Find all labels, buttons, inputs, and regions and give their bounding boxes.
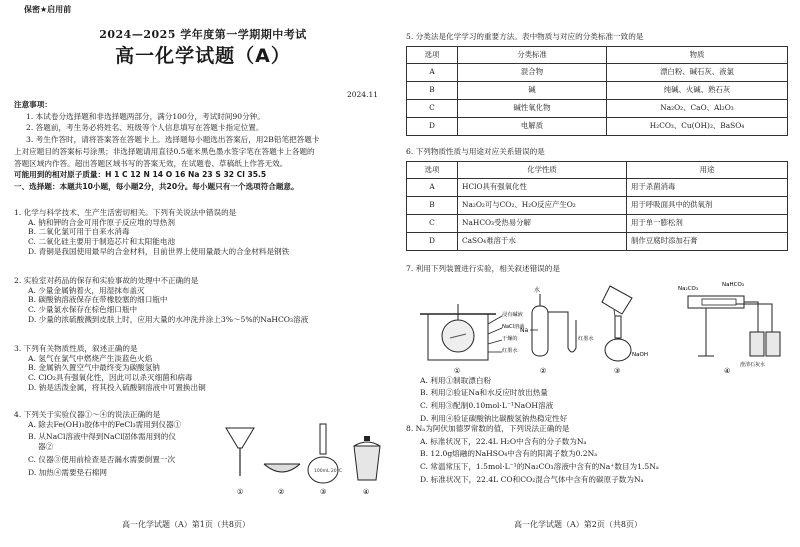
- paper-title: 高一化学试题（A）: [115, 45, 291, 67]
- question-stem: 2. 实验室对药品的保存和实验事故的处理中不正确的是: [14, 276, 199, 285]
- note-line: 上对应题目的答案标号涂黑；非选择题请用直径0.5毫米黑色墨水签字笔在答题卡上各题的: [14, 146, 315, 156]
- question-stem: 5. 分类法是化学学习的重要方法。表中物质与对应的分类标准一致的是: [406, 32, 644, 41]
- property-use-table: [406, 161, 788, 251]
- table-row: [407, 81, 788, 99]
- table-row: [407, 232, 788, 250]
- table-cell: D: [407, 232, 458, 250]
- table-row: [407, 178, 788, 196]
- table-cell: C: [407, 99, 458, 117]
- option-a: A. 少量金属钠着火，用湿抹布盖灭: [28, 285, 145, 295]
- apparatus-2: [520, 286, 594, 375]
- option-d: D. 钠是活泼金属，将其投入硫酸铜溶液中可置换出铜: [28, 382, 206, 392]
- question-stem: 4. 下列关于实验仪器①～④的说法正确的是: [14, 410, 161, 419]
- volumetric-flask-icon: [308, 424, 342, 483]
- option-c: C. 二氧化硅主要用于制造芯片和太阳能电池: [28, 237, 176, 247]
- exam-title: 2024—2025 学年度第一学期期中考试: [99, 28, 307, 41]
- apparatus-figure: [406, 276, 788, 376]
- table-row: [407, 117, 788, 135]
- label-red-ink: 红墨水: [578, 335, 594, 342]
- option-a: A. 标准状况下，22.4L H₂O中含有的分子数为Nₐ: [420, 436, 587, 446]
- label-ink: 红墨水: [502, 347, 518, 354]
- option-a: A. 除去Fe(OH)₃胶体中的FeCl₃需用到仪器①: [28, 419, 182, 429]
- table-cell: 漂白粉、碱石灰、液氯: [607, 63, 788, 81]
- label-naoh: NaOH: [632, 351, 648, 358]
- table-cell: D: [407, 117, 458, 135]
- label-4: ④: [363, 488, 370, 496]
- table-cell: 混合物: [458, 63, 607, 81]
- table-cell: NaHCO₃受热易分解: [458, 214, 627, 232]
- table-header-row: [407, 46, 788, 63]
- question-3: [14, 344, 392, 393]
- table-cell: Na₂O₂可与CO₂、H₂O反应产生O₂: [458, 196, 627, 214]
- exam-date: 2024.11: [346, 90, 378, 99]
- option-c: C. ClO₂具有强氧化性，因此可以杀灭细菌和病毒: [28, 373, 193, 383]
- notes-section: [14, 100, 392, 192]
- apparatus-4: [678, 282, 780, 375]
- note-line: 1. 本试卷分选择题和非选择题两部分，满分100分，考试时间90分钟。: [26, 111, 265, 121]
- label-3: ③: [320, 488, 327, 496]
- table-cell: 用于单一膨松剂: [627, 214, 788, 232]
- question-stem: 7. 利用下列装置进行实验，相关叙述错误的是: [406, 264, 560, 273]
- question-7: [406, 264, 788, 424]
- notes-heading: 注意事项：: [14, 100, 52, 109]
- table-row: [407, 196, 788, 214]
- instrument-figure: [220, 420, 392, 500]
- table-row: [407, 63, 788, 81]
- label-water: 水: [534, 286, 541, 294]
- table-header-row: [407, 161, 788, 178]
- table-cell: HClO具有强氧化性: [458, 178, 627, 196]
- option-d: D. 青铜是我国使用最早的合金材料，目前世界上使用量最大的合金材料是钢铁: [28, 246, 290, 256]
- note-line: 3. 考生作答时，请将答案答在答题卡上。选择题每小题选出答案后，用2B铅笔把答题卡: [26, 135, 320, 145]
- right-footer: 高一化学试题（A）第2页（共8页）: [514, 520, 642, 529]
- table-cell: 电解质: [458, 117, 607, 135]
- apparatus-3: [602, 286, 648, 375]
- table-cell: 用于杀菌消毒: [627, 178, 788, 196]
- question-6: [406, 147, 788, 251]
- label-3: ③: [614, 366, 621, 375]
- funnel-icon: [226, 428, 254, 476]
- table-cell: A: [407, 178, 458, 196]
- label-1: ①: [237, 488, 244, 496]
- table-cell: 纯碱、火碱、熟石灰: [607, 81, 788, 99]
- question-stem: 8. Nₐ为阿伏加德罗常数的值，下列说法正确的是: [406, 424, 570, 433]
- table-cell: B: [407, 81, 458, 99]
- question-stem: 6. 下列物质性质与用途对应关系错误的是: [406, 147, 545, 156]
- classification-table: [406, 46, 788, 136]
- flask-label: 100mL 20°C: [314, 469, 343, 474]
- table-header-cell: 选项: [407, 161, 458, 178]
- apparatus-1: [420, 304, 525, 375]
- label-na2co3: Na₂CO₃: [678, 285, 699, 292]
- label-nacl: NaCl溶液: [502, 323, 525, 330]
- option-c: C. 仪器③使用前检查是否漏水需要倒置一次: [28, 454, 176, 464]
- label-limewater: 澄清石灰水: [740, 361, 766, 368]
- option-b-cont: 器②: [38, 442, 54, 452]
- label-2: ②: [540, 366, 547, 375]
- option-b: B. 12.0g熔融的NaHSO₄中含有的阳离子数为0.2Nₐ: [420, 449, 598, 459]
- question-5: [406, 32, 788, 136]
- option-c: C. 常温常压下，1.5mol·L⁻¹的Na₂CO₃溶液中含有的Na⁺数目为1.5Nₐ: [420, 462, 659, 472]
- option-a: A. 钠和钾的合金可用作原子反应堆的导热剂: [28, 217, 175, 227]
- option-b: B. 利用②验证Na和水反应时放出热量: [420, 388, 548, 398]
- crucible-icon: [354, 436, 380, 480]
- option-b: B. 二氧化氯可用于自来水消毒: [28, 227, 130, 237]
- table-cell: CaSO₄难溶于水: [458, 232, 627, 250]
- table-row: [407, 214, 788, 232]
- label-nahco3: NaHCO₃: [722, 281, 744, 288]
- section-heading: 一、选择题：本题共10小题，每小题2分，共20分。每小题只有一个选项符合题意。: [14, 182, 299, 192]
- table-cell: B: [407, 196, 458, 214]
- question-8: [406, 424, 788, 485]
- table-cell: 用于呼吸面具中的供氧剂: [627, 196, 788, 214]
- evaporating-dish-icon: [264, 464, 300, 472]
- option-b: B. 碳酸钠溶液保存在带橡胶塞的细口瓶中: [28, 295, 168, 305]
- note-line: 答题区域内作答。超出答题区域书写的答案无效，在试题卷、草稿纸上作答无效。: [14, 158, 288, 168]
- table-cell: 碱: [458, 81, 607, 99]
- table-cell: 碱性氧化物: [458, 99, 607, 117]
- option-b: B. 金属钠久置空气中最终变为碳酸氢钠: [28, 363, 160, 373]
- table-header-cell: 物质: [607, 46, 788, 63]
- table-cell: 制作豆腐时添加石膏: [627, 232, 788, 250]
- table-cell: H₂CO₃、Cu(OH)₂、BaSO₄: [607, 117, 788, 135]
- option-a: A. 利用①制取漂白粉: [420, 375, 492, 385]
- left-footer: 高一化学试题（A）第1页（共8页）: [122, 520, 250, 529]
- table-header-cell: 分类标准: [458, 46, 607, 63]
- label-4: ④: [724, 366, 731, 375]
- question-1: [14, 208, 392, 257]
- question-4: [14, 410, 392, 496]
- option-d: D. 少量的浓硫酸溅到皮肤上时，应用大量的水冲洗并涂上3%～5%的NaHCO₃溶液: [28, 314, 309, 324]
- option-a: A. 氢气在氯气中燃烧产生淡蓝色火焰: [28, 353, 153, 363]
- table-cell: C: [407, 214, 458, 232]
- label-na: Na: [520, 326, 529, 334]
- option-c: C. 少量氯水保存在棕色细口瓶中: [28, 305, 138, 315]
- table-cell: A: [407, 63, 458, 81]
- atomic-masses: 可能用到的相对原子质量：H 1 C 12 N 14 O 16 Na 23 S 32 Cl 35.5: [14, 170, 267, 180]
- option-d: D. 标准状况下，22.4L CO和CO₂混合气体中含有的碳原子数为Nₐ: [420, 474, 644, 484]
- label-dry: 干燥的: [502, 335, 518, 342]
- label-cotton: 浸有碱液: [502, 311, 523, 318]
- table-header-cell: 化学性质: [458, 161, 627, 178]
- table-row: [407, 99, 788, 117]
- note-line: 2. 答题前，考生务必将姓名、班级等个人信息填写在答题卡指定位置。: [26, 123, 264, 133]
- table-header-cell: 用途: [627, 161, 788, 178]
- option-c: C. 利用③配制0.10mol·L⁻¹NaOH溶液: [420, 401, 554, 411]
- option-d: D. 加热④需要垫石棉网: [28, 467, 107, 477]
- option-b: B. 从NaCl溶液中得到NaCl固体需用到的仪: [28, 432, 176, 442]
- table-header-cell: 选项: [407, 46, 458, 63]
- secret-label: 保密★启用前: [24, 5, 72, 14]
- question-stem: 3. 下列有关物质性质，叙述正确的是: [14, 344, 138, 353]
- question-2: [14, 276, 392, 325]
- label-1: ①: [454, 366, 461, 375]
- question-stem: 1. 化学与科学技术、生产生活密切相关。下列有关说法中错误的是: [14, 208, 237, 217]
- label-2: ②: [278, 488, 285, 496]
- table-cell: Na₂O₂、CaO、Al₂O₃: [607, 99, 788, 117]
- option-d: D. 利用④验证碳酸钠比碳酸氢钠热稳定性好: [420, 413, 568, 423]
